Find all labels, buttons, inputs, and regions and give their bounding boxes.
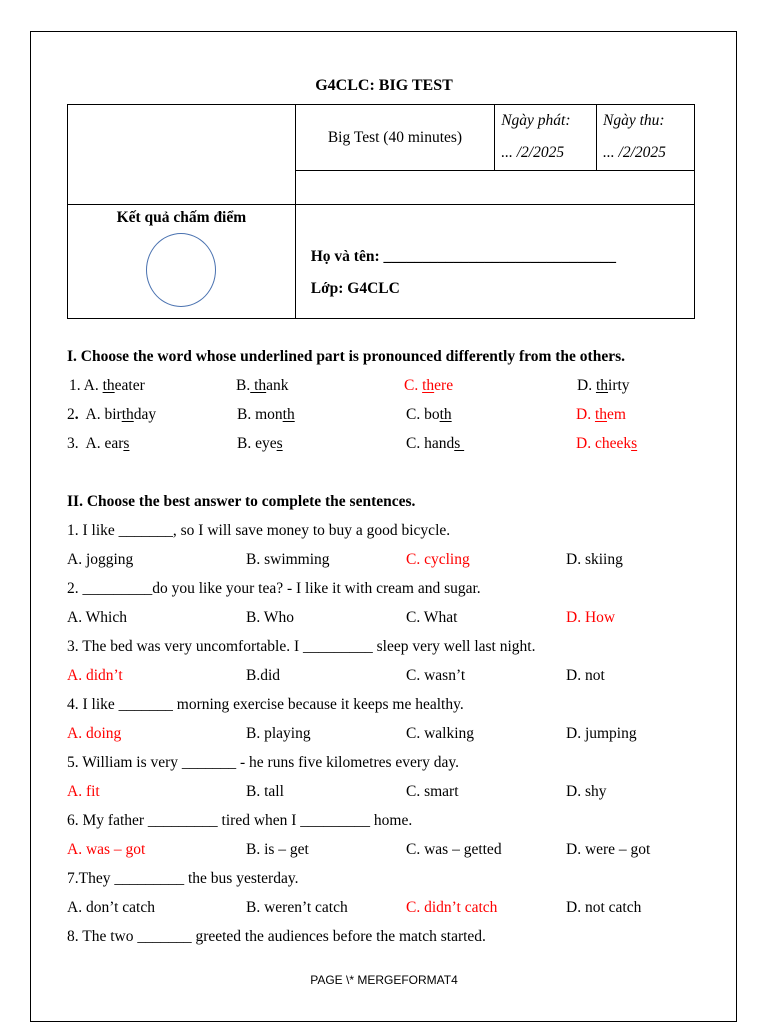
s2-q2-stem: 2. _________do you like your tea? - I like it with cream and sugar. xyxy=(67,580,481,597)
score-circle xyxy=(146,233,216,307)
s2-q2-option-d: D. How xyxy=(566,609,616,626)
s1-q2-option-a: 2. A. birthday xyxy=(67,406,157,423)
s1-q1-option-a: 1. A. theater xyxy=(69,377,145,394)
section2-heading: II. Choose the best answer to complete the sentences. xyxy=(67,493,416,510)
s1-q3-option-a: 3. A. ears xyxy=(67,435,130,452)
s2-q3-option-a: A. didn’t xyxy=(67,667,123,684)
collect-label: Ngày thu: xyxy=(603,112,665,129)
page-footer: PAGE \* MERGEFORMAT4 xyxy=(310,973,458,987)
s1-q2-option-d: D. them xyxy=(576,406,626,423)
s2-q5-option-a: A. fit xyxy=(67,783,100,800)
s2-q3-option-b: B.did xyxy=(246,667,281,684)
s2-q3-option-d: D. not xyxy=(566,667,605,684)
s2-q1-option-a: A. jogging xyxy=(67,551,134,568)
s1-q3-option-b: B. eyes xyxy=(237,435,283,452)
issue-label: Ngày phát: xyxy=(501,112,571,129)
class-label: Lớp: G4CLC xyxy=(310,280,400,297)
s2-q4-option-a: A. doing xyxy=(67,725,122,742)
s2-q1-option-c: C. cycling xyxy=(406,551,470,568)
issue-date: ... /2/2025 xyxy=(501,144,565,161)
s2-q6-option-c: C. was – getted xyxy=(406,841,502,858)
s2-q4-option-b: B. playing xyxy=(246,725,311,742)
blank-cell xyxy=(68,105,296,205)
s2-q7-option-c: C. didn’t catch xyxy=(406,899,498,916)
result-label: Kết quả chấm điểm xyxy=(116,209,247,226)
s2-q4-stem: 4. I like _______ morning exercise because it keeps me healthy. xyxy=(67,696,464,713)
s2-q7-option-a: A. don’t catch xyxy=(67,899,155,916)
section1-heading: I. Choose the word whose underlined part is pronounced differently from the others. xyxy=(67,348,626,365)
s1-q1-option-c: C. there xyxy=(404,377,454,394)
s2-q3-stem: 3. The bed was very uncomfortable. I _________ sleep very well last night. xyxy=(67,638,536,655)
s1-q3-option-c: C. hands xyxy=(406,435,465,452)
s2-q6-option-d: D. were – got xyxy=(566,841,651,858)
s2-q4-option-d: D. jumping xyxy=(566,725,637,742)
s2-q1-option-d: D. skiing xyxy=(566,551,623,568)
s2-q6-option-b: B. is – get xyxy=(246,841,309,858)
s1-q3-option-d: D. cheeks xyxy=(576,435,638,452)
s2-q5-option-c: C. smart xyxy=(406,783,459,800)
collect-date-cell xyxy=(597,105,695,171)
s2-q4-option-c: C. walking xyxy=(406,725,475,742)
issue-date-cell xyxy=(495,105,597,171)
s2-q2-option-a: A. Which xyxy=(67,609,127,626)
test-name-cell xyxy=(295,105,494,171)
s2-q5-option-d: D. shy xyxy=(566,783,607,800)
name-field-label: Họ và tên: ______________________________ xyxy=(310,248,616,265)
s2-q5-stem: 5. William is very _______ - he runs five kilometres every day. xyxy=(67,754,459,771)
s2-q7-stem: 7.They _________ the bus yesterday. xyxy=(67,870,299,887)
s1-q2-option-c: C. both xyxy=(406,406,452,423)
student-info-cell xyxy=(295,205,694,319)
s2-q2-option-c: C. What xyxy=(406,609,458,626)
s1-q2-option-b: B. month xyxy=(237,406,295,423)
collect-date: ... /2/2025 xyxy=(603,144,666,161)
s2-q1-option-b: B. swimming xyxy=(246,551,330,568)
empty-row-cell xyxy=(295,171,694,205)
s1-q1-option-d: D. thirty xyxy=(577,377,630,394)
s2-q6-option-a: A. was – got xyxy=(67,841,146,858)
page-title: G4CLC: BIG TEST xyxy=(315,77,453,94)
s2-q5-option-b: B. tall xyxy=(246,783,284,800)
s2-q7-option-d: D. not catch xyxy=(566,899,642,916)
s2-q7-option-b: B. weren’t catch xyxy=(246,899,348,916)
s1-q1-option-b: B. thank xyxy=(236,377,289,394)
test-name: Big Test (40 minutes) xyxy=(327,128,463,146)
s2-q2-option-b: B. Who xyxy=(246,609,294,626)
s2-q8-stem: 8. The two _______ greeted the audiences before the match started. xyxy=(67,928,486,945)
s2-q1-stem: 1. I like _______, so I will save money to buy a good bicycle. xyxy=(67,522,451,539)
s2-q6-stem: 6. My father _________ tired when I _________ home. xyxy=(67,812,413,829)
s2-q3-option-c: C. wasn’t xyxy=(406,667,466,684)
